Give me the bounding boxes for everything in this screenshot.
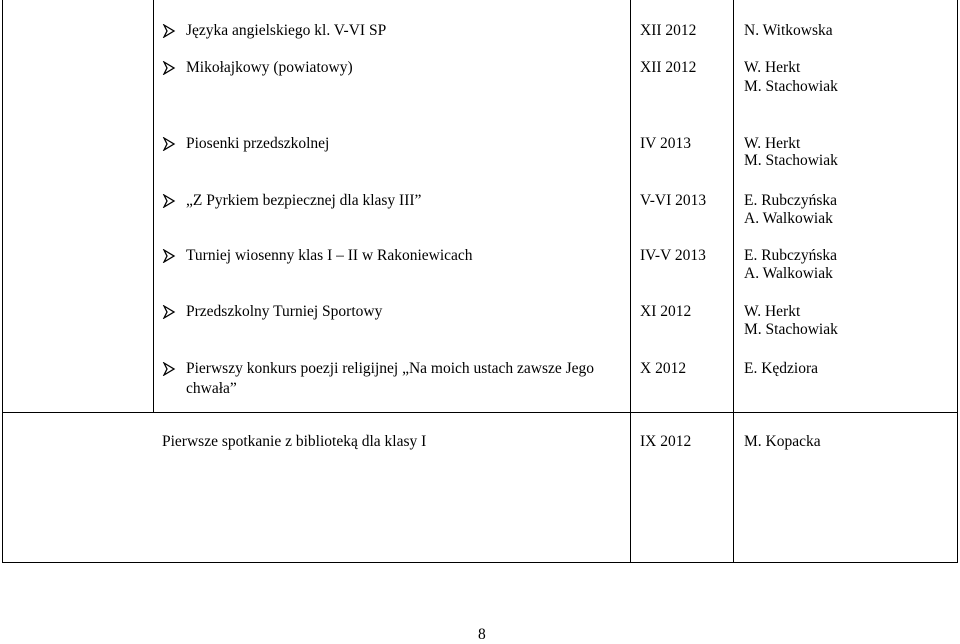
event-name: Pierwszy konkurs poezji religijnej „Na moich ustach zawsze Jego chwała”	[186, 360, 595, 397]
arrow-bullet-icon	[162, 249, 176, 263]
table-bottom-border	[2, 562, 958, 563]
event-name: „Z Pyrkiem bezpiecznej dla klasy III”	[186, 192, 422, 209]
event-date: XII 2012	[640, 59, 697, 76]
person-name: M. Stachowiak	[744, 152, 838, 169]
arrow-bullet-icon	[162, 137, 176, 151]
person-name: M. Stachowiak	[744, 321, 838, 338]
person-name: E. Rubczyńska	[744, 247, 837, 264]
column-divider-person	[733, 0, 734, 562]
person-name: A. Walkowiak	[744, 210, 833, 227]
column-divider-event	[153, 0, 154, 412]
event-name: Turniej wiosenny klas I – II w Rakoniewicach	[186, 247, 473, 264]
person-name: W. Herkt	[744, 59, 801, 76]
event-date: XI 2012	[640, 303, 692, 320]
arrow-bullet-icon	[162, 362, 176, 376]
event-date: V-VI 2013	[640, 192, 707, 209]
event-name: Języka angielskiego kl. V-VI SP	[186, 22, 387, 39]
event-name: Przedszkolny Turniej Sportowy	[186, 303, 383, 320]
arrow-bullet-icon	[162, 24, 176, 38]
page-number: 8	[478, 626, 486, 643]
event-date: IX 2012	[640, 433, 692, 450]
person-name: M. Kopacka	[744, 433, 821, 450]
column-divider-date	[630, 0, 631, 562]
event-date: XII 2012	[640, 22, 697, 39]
person-name: A. Walkowiak	[744, 265, 833, 282]
table-row-separator	[2, 412, 958, 413]
person-name: N. Witkowska	[744, 22, 833, 39]
arrow-bullet-icon	[162, 61, 176, 75]
person-name: E. Kędziora	[744, 360, 819, 377]
person-name: W. Herkt	[744, 303, 801, 320]
event-date: X 2012	[640, 360, 687, 377]
event-name: Pierwsze spotkanie z biblioteką dla klasy I	[162, 433, 427, 450]
event-name: Mikołajkowy (powiatowy)	[186, 59, 353, 76]
event-date: IV 2013	[640, 135, 691, 152]
person-name: M. Stachowiak	[744, 78, 838, 95]
arrow-bullet-icon	[162, 305, 176, 319]
event-date: IV-V 2013	[640, 247, 706, 264]
person-name: E. Rubczyńska	[744, 192, 837, 209]
arrow-bullet-icon	[162, 194, 176, 208]
person-name: W. Herkt	[744, 135, 801, 152]
event-name: Piosenki przedszkolnej	[186, 135, 330, 152]
